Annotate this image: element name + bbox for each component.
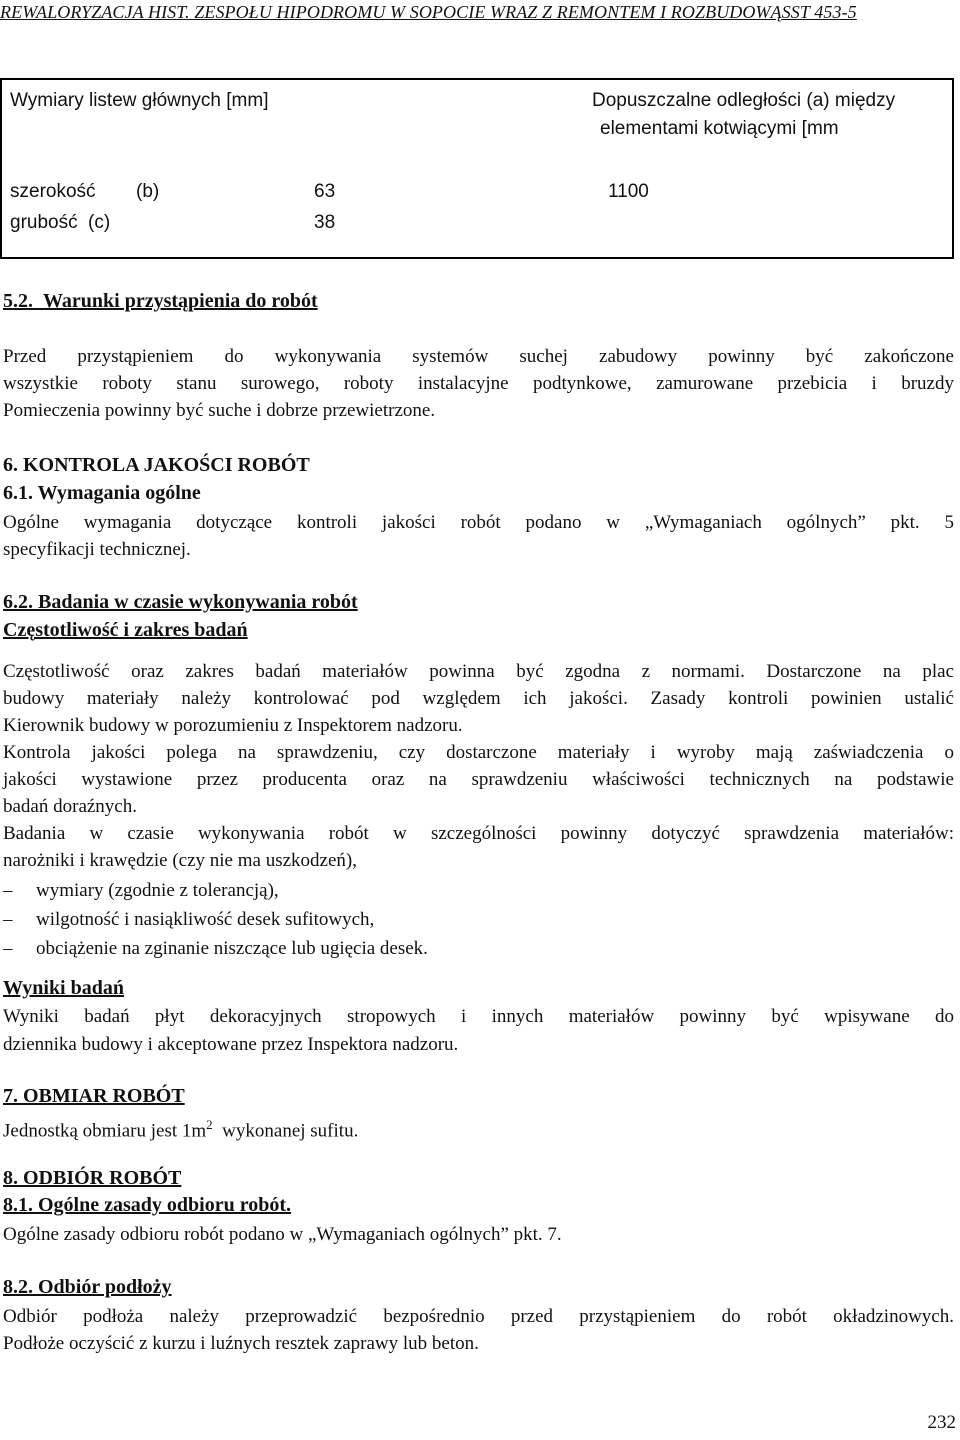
table-row-value: 38 (314, 212, 336, 233)
dash-bullet-icon: – (3, 909, 13, 930)
section-6-2-heading: 6.2. Badania w czasie wykonywania robót (3, 591, 358, 613)
section-8-heading: 8. ODBIÓR ROBÓT (3, 1167, 182, 1189)
table-row-symbol: (b) (136, 181, 160, 202)
dash-bullet-icon: – (3, 938, 13, 959)
results-heading: Wyniki badań (3, 977, 124, 999)
table-row-label: szerokość (10, 181, 96, 202)
table-heading-right-line1: Dopuszczalne odległości (a) między (592, 90, 896, 111)
paragraph-line: Kierownik budowy w porozumieniu z Inspektorem nadzoru. (3, 715, 463, 736)
page-number: 232 (927, 1412, 956, 1433)
section-6-1-heading: 6.1. Wymagania ogólne (3, 482, 201, 504)
paragraph-line: narożniki i krawędzie (czy nie ma uszkodzeń), (3, 850, 357, 871)
section-6-1-paragraph: Ogólne wymagania dotyczące kontroli jakości robót podano w „Wymaganiach ogólnych” pkt. 5 (3, 512, 954, 533)
section-5-2-heading: 5.2. Warunki przystąpienia do robót (3, 290, 318, 312)
list-item: – obciążenie na zginanie niszczące lub ugięcia desek. (3, 935, 933, 962)
list-item: – wymiary (zgodnie z tolerancją), (3, 877, 933, 904)
paragraph-line: badań doraźnych. (3, 796, 137, 817)
running-header: REWALORYZACJA HIST. ZESPOŁU HIPODROMU W SOPOCIE WRAZ Z REMONTEM I ROZBUDOWĄSST 453-5 (0, 2, 857, 22)
results-paragraph: Wyniki badań płyt dekoracyjnych stropowych i innych materiałów powinny być wpisywane do (3, 1006, 954, 1027)
paragraph-line: Podłoże oczyścić z kurzu i luźnych resztek zaprawy lub beton. (3, 1333, 479, 1354)
table-row-value: 63 (314, 181, 336, 202)
section-8-1-heading: 8.1. Ogólne zasady odbioru robót. (3, 1194, 291, 1216)
section-8-2-paragraph: Odbiór podłoża należy przeprowadzić bezpośrednio przed przystąpieniem do robót okładzinowych. (3, 1306, 954, 1327)
table-heading-right-line2: elementami kotwiącymi [mm (600, 118, 839, 139)
paragraph-line: Przed przystąpieniem do wykonywania systemów suchej zabudowy powinny być zakończone (3, 346, 954, 367)
dimensions-table (0, 78, 954, 259)
section-6-heading: 6. KONTROLA JAKOŚCI ROBÓT (3, 454, 310, 476)
section-5-2-paragraph (3, 343, 954, 397)
paragraph-line: wszystkie roboty stanu surowego, roboty instalacyjne podtynkowe, zamurowane przebicia i bruzdy (3, 373, 954, 394)
table-row-distance: 1100 (608, 181, 649, 202)
table-row-symbol: (c) (88, 212, 111, 233)
section-6-2-paragraph-2 (3, 739, 954, 793)
section-6-2-paragraph (3, 658, 954, 712)
section-6-2-subheading: Częstotliwość i zakres badań (3, 619, 248, 641)
list-item: – wilgotność i nasiąkliwość desek sufitowych, (3, 906, 933, 933)
paragraph-line: Badania w czasie wykonywania robót w szczególności powinny dotyczyć sprawdzenia materiałów: (3, 823, 954, 844)
section-8-1-paragraph: Ogólne zasady odbioru robót podano w „Wymaganiach ogólnych” pkt. 7. (3, 1224, 562, 1245)
paragraph-line: Częstotliwość oraz zakres badań materiałów powinna być zgodna z normami. Dostarczone na plac (3, 661, 954, 682)
dash-bullet-icon: – (3, 880, 13, 901)
paragraph-line: jakości wystawione przez producenta oraz na sprawdzeniu właściwości technicznych na podstawie (3, 769, 954, 790)
superscript: 2 (206, 1117, 213, 1132)
paragraph-line: dziennika budowy i akceptowane przez Inspektora nadzoru. (3, 1034, 459, 1055)
paragraph-line: Pomieczenia powinny być suche i dobrze przewietrzone. (3, 400, 436, 421)
paragraph-line: specyfikacji technicznej. (3, 539, 191, 560)
section-7-heading: 7. OBMIAR ROBÓT (3, 1085, 185, 1107)
table-row-label: grubość (10, 212, 78, 233)
section-7-paragraph: Jednostką obmiaru jest $1m^2$ wykonanej sufitu. (3, 1117, 359, 1142)
paragraph-line: Kontrola jakości polega na sprawdzeniu, czy dostarczone materiały i wyroby mają zaświadczenia o (3, 742, 954, 763)
section-8-2-heading: 8.2. Odbiór podłoży (3, 1276, 172, 1298)
paragraph-line: budowy materiały należy kontrolować pod względem ich jakości. Zasady kontroli powinien ustalić (3, 688, 954, 709)
table-heading-left: Wymiary listew głównych [mm] (10, 90, 269, 111)
